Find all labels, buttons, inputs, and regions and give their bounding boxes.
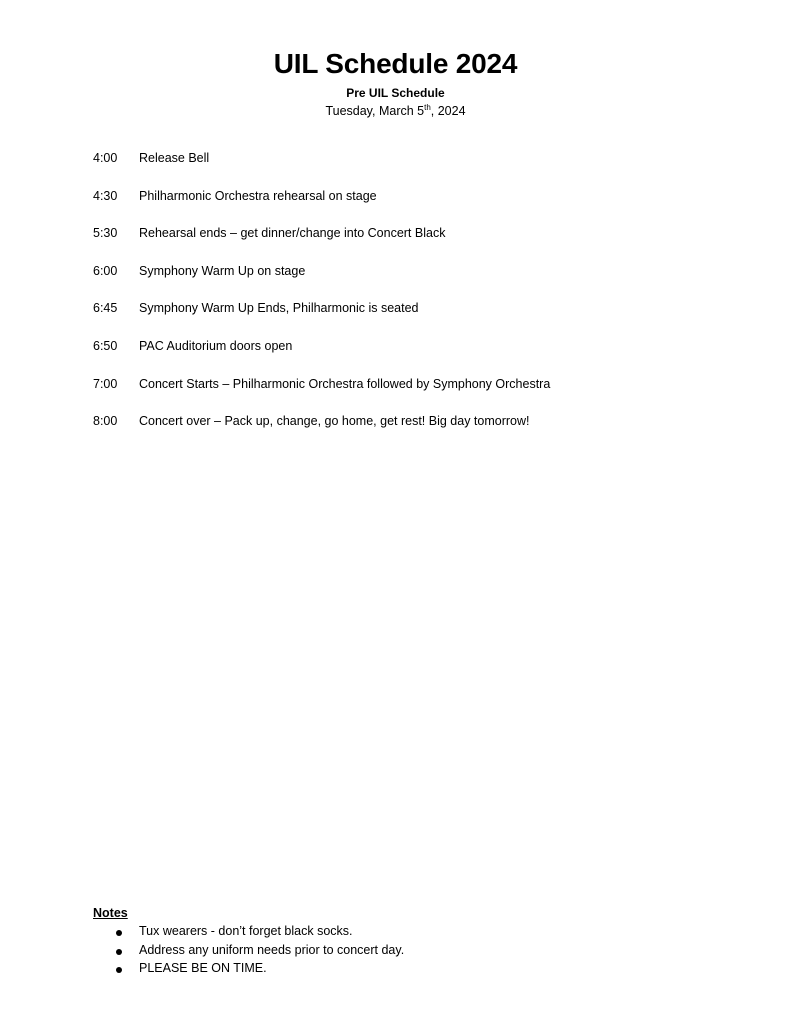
schedule-event: Release Bell (139, 151, 210, 165)
event-date (0, 104, 791, 118)
note-item (93, 943, 404, 962)
notes-heading: Notes (93, 906, 128, 920)
schedule-row (93, 226, 733, 264)
note-text: Address any uniform needs prior to concert day. (139, 942, 405, 957)
date-ordinal-suffix: th (424, 102, 431, 112)
schedule-row (93, 414, 733, 452)
schedule-row (93, 189, 733, 227)
schedule-row (93, 377, 733, 415)
schedule-time: 6:45 (93, 301, 118, 316)
bullet-icon (116, 949, 122, 955)
schedule-event: Rehearsal ends – get dinner/change into Concert Black (139, 226, 446, 241)
schedule-time: 7:00 (93, 376, 118, 391)
bullet-icon (116, 967, 122, 973)
schedule-time: 6:00 (93, 263, 118, 278)
notes-list (93, 924, 404, 980)
schedule-event: Symphony Warm Up Ends, Philharmonic is seated (139, 301, 419, 316)
date-prefix: Tuesday, March 5 (325, 104, 425, 118)
schedule-event: Concert Starts – Philharmonic Orchestra followed by Symphony Orchestra (139, 376, 551, 391)
schedule-event: Philharmonic Orchestra rehearsal on stage (139, 188, 377, 203)
bullet-icon (116, 930, 122, 936)
schedule-list (93, 151, 733, 452)
note-text: Tux wearers - don’t forget black socks. (139, 924, 353, 938)
note-text: PLEASE BE ON TIME. (139, 961, 267, 976)
schedule-row (93, 339, 733, 377)
schedule-event: Symphony Warm Up on stage (139, 263, 306, 278)
schedule-event: Concert over – Pack up, change, go home, get rest! Big day tomorrow! (139, 414, 530, 429)
schedule-time: 5:30 (93, 226, 118, 241)
schedule-time: 6:50 (93, 338, 118, 353)
schedule-row (93, 264, 733, 302)
schedule-time: 4:30 (93, 188, 118, 203)
page-title: UIL Schedule 2024 (273, 48, 518, 79)
date-year: , 2024 (430, 104, 466, 118)
schedule-event: PAC Auditorium doors open (139, 338, 293, 353)
page-subtitle: Pre UIL Schedule (346, 86, 445, 100)
schedule-row (93, 151, 733, 189)
schedule-time: 8:00 (93, 414, 118, 429)
note-item (93, 924, 404, 943)
note-item (93, 961, 404, 980)
schedule-row (93, 301, 733, 339)
schedule-time: 4:00 (93, 151, 118, 165)
